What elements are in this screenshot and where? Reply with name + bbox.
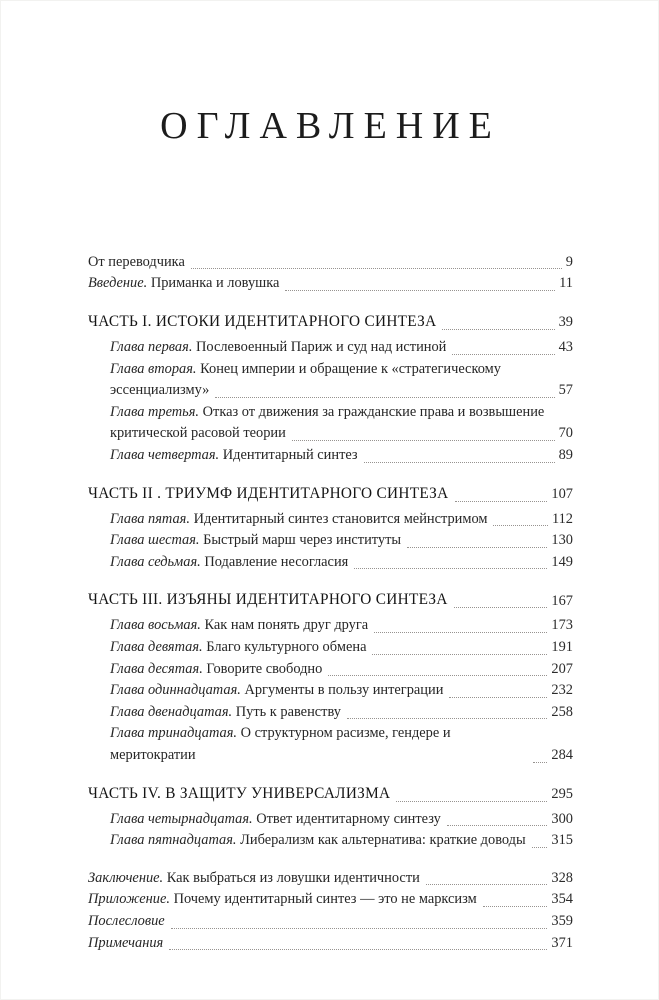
- entry-page: 130: [551, 532, 573, 549]
- entry-page: 284: [551, 746, 573, 763]
- entry-title: Почему идентитарный синтез — это не марксизм: [173, 891, 477, 908]
- toc-part-4: [88, 783, 573, 852]
- toc-entry: [88, 830, 573, 852]
- entry-prefix: Глава третья.: [110, 403, 200, 420]
- page-title: ОГЛАВЛЕНИЕ: [160, 105, 501, 147]
- entry-label: [110, 530, 401, 552]
- entry-title: Идентитарный синтез: [222, 447, 358, 463]
- entry-prefix: Глава девятая.: [110, 638, 203, 655]
- entry-prefix: Глава десятая.: [110, 660, 203, 677]
- dot-leader: [374, 632, 547, 633]
- entry-page: 191: [551, 638, 573, 655]
- entry-page: 354: [551, 891, 573, 908]
- toc-entry: [88, 911, 573, 933]
- entry-prefix: Глава четырнадцатая.: [110, 810, 253, 827]
- part-title: ЧАСТЬ III. ИЗЪЯНЫ ИДЕНТИТАРНОГО СИНТЕЗА: [88, 591, 448, 609]
- toc-part-3: [88, 589, 573, 766]
- toc-backmatter: [88, 868, 573, 954]
- entry-prefix: Глава тринадцатая.: [110, 725, 238, 742]
- dot-leader: [396, 801, 547, 802]
- entry-page: 167: [551, 592, 573, 609]
- dot-leader: [447, 825, 548, 826]
- dot-leader: [483, 906, 548, 907]
- entry-title: Говорите свободно: [206, 660, 323, 677]
- entry-page: 295: [551, 785, 573, 802]
- toc-entry: [88, 809, 573, 831]
- entry-title: Отказ от движения за гражданские права и возвышение: [202, 403, 545, 420]
- entry-label: [110, 615, 368, 637]
- entry-prefix: Глава первая.: [110, 338, 193, 355]
- entry-label: [110, 702, 341, 724]
- dot-leader: [452, 354, 554, 355]
- toc-entry: [88, 868, 573, 890]
- entry-title: Конец империи и обращение к «стратегическому: [200, 360, 501, 377]
- dot-leader: [407, 547, 547, 548]
- entry-page: 359: [551, 912, 573, 929]
- entry-title: Либерализм как альтернатива: краткие доводы: [240, 832, 526, 849]
- entry-label: [88, 868, 420, 890]
- entry-page: 258: [551, 703, 573, 720]
- dot-leader: [364, 462, 555, 463]
- toc-entry: [88, 252, 573, 274]
- entry-page: 328: [551, 869, 573, 886]
- dot-leader: [455, 501, 548, 502]
- dot-leader: [328, 675, 547, 676]
- entry-page: 232: [551, 682, 573, 699]
- entry-prefix: Приложение.: [88, 891, 170, 908]
- entry-title: От переводчика: [88, 253, 185, 270]
- entry-label: [110, 337, 446, 359]
- entry-prefix: Глава одиннадцатая.: [110, 682, 241, 699]
- dot-leader: [449, 697, 547, 698]
- dot-leader: [169, 949, 547, 950]
- entry-page: 57: [558, 382, 573, 399]
- entry-label: [88, 889, 477, 911]
- entry-label: [110, 680, 443, 702]
- entry-page: 9: [565, 253, 573, 270]
- entry-label: [110, 509, 487, 531]
- toc-entry: [88, 659, 573, 681]
- dot-leader: [426, 884, 548, 885]
- part-heading: [88, 483, 573, 506]
- toc-entry-continuation: [88, 380, 573, 402]
- entry-prefix: Глава седьмая.: [110, 553, 201, 570]
- part-title: ЧАСТЬ II . ТРИУМФ ИДЕНТИТАРНОГО СИНТЕЗА: [88, 484, 449, 502]
- toc-entry: [88, 509, 573, 531]
- entry-label: [110, 809, 441, 831]
- toc-part-2: [88, 483, 573, 574]
- part-title: ЧАСТЬ IV. В ЗАЩИТУ УНИВЕРСАЛИЗМА: [88, 784, 391, 802]
- entry-prefix: Послесловие: [88, 912, 165, 929]
- dot-leader: [347, 718, 547, 719]
- entry-title: Подавление несогласия: [204, 553, 349, 570]
- entry-title: Как выбраться из ловушки идентичности: [166, 869, 420, 886]
- toc-entry: [88, 637, 573, 659]
- part-title: ЧАСТЬ I. ИСТОКИ ИДЕНТИТАРНОГО СИНТЕЗА: [88, 313, 437, 331]
- toc-entry: [88, 530, 573, 552]
- entry-label: [110, 359, 501, 381]
- entry-label: [88, 273, 279, 295]
- part-heading: [88, 589, 573, 612]
- dot-leader: [532, 847, 548, 848]
- entry-page: 107: [551, 485, 573, 502]
- dot-leader: [533, 762, 547, 763]
- entry-title: Послевоенный Париж и суд над истиной: [196, 338, 447, 355]
- entry-label: [110, 552, 348, 574]
- entry-title: Идентитарный синтез становится мейнстримом: [193, 510, 488, 527]
- part-heading: [88, 311, 573, 334]
- entry-page: 11: [559, 275, 573, 292]
- toc-entry: [88, 402, 573, 424]
- entry-title: Как нам понять друг друга: [204, 617, 369, 634]
- entry-prefix: Глава пятая.: [110, 510, 190, 527]
- entry-page: 112: [551, 510, 573, 527]
- entry-page: 39: [558, 314, 573, 331]
- entry-page: 207: [551, 660, 573, 677]
- entry-title: О структурном расизме, гендере и меритократии: [110, 725, 451, 763]
- entry-page: 89: [558, 447, 573, 463]
- toc-entry: [88, 273, 573, 295]
- toc-entry: [88, 445, 573, 467]
- table-of-contents: [88, 252, 573, 954]
- toc-entry: [88, 702, 573, 724]
- toc-entry: [88, 359, 573, 381]
- entry-title-line2: эссенциализму»: [110, 382, 210, 399]
- dot-leader: [292, 440, 555, 441]
- entry-prefix: Глава пятнадцатая.: [110, 832, 237, 849]
- dot-leader: [493, 525, 547, 526]
- entry-prefix: Заключение.: [88, 869, 164, 886]
- dot-leader: [171, 928, 548, 929]
- entry-label: [88, 933, 163, 955]
- entry-prefix: Введение.: [88, 275, 148, 292]
- entry-title: Благо культурного обмена: [206, 638, 367, 655]
- entry-page: 70: [558, 425, 573, 442]
- dot-leader: [372, 654, 547, 655]
- toc-entry-continuation: [88, 423, 573, 445]
- entry-title: Приманка и ловушка: [150, 275, 280, 292]
- toc-entry: [88, 889, 573, 911]
- entry-prefix: Глава двенадцатая.: [110, 703, 233, 720]
- entry-label: [110, 402, 544, 424]
- entry-label: [88, 911, 165, 933]
- dot-leader: [442, 329, 554, 330]
- part-heading: [88, 783, 573, 806]
- entry-label: [110, 659, 322, 681]
- entry-page: 43: [558, 338, 573, 355]
- entry-prefix: Глава вторая.: [110, 360, 197, 377]
- entry-label: [88, 252, 185, 274]
- entry-page: 149: [551, 553, 573, 570]
- entry-label: [110, 723, 527, 766]
- dot-leader: [454, 607, 548, 608]
- entry-prefix: Примечания: [88, 934, 164, 951]
- toc-entry: [88, 680, 573, 702]
- toc-part-1: [88, 311, 573, 467]
- entry-page: 300: [551, 810, 573, 827]
- entry-page: 173: [551, 617, 573, 634]
- entry-label: [110, 637, 366, 659]
- entry-prefix: Глава восьмая.: [110, 617, 201, 634]
- entry-title: Путь к равенству: [235, 703, 341, 720]
- entry-prefix: Глава шестая.: [110, 532, 200, 549]
- toc-entry: [88, 552, 573, 574]
- entry-label: [110, 445, 358, 467]
- entry-title: Ответ идентитарному синтезу: [256, 810, 441, 827]
- entry-page: 315: [551, 832, 573, 849]
- dot-leader: [354, 568, 547, 569]
- toc-entry: [88, 933, 573, 955]
- entry-page: 371: [551, 934, 573, 951]
- entry-label: [110, 830, 526, 852]
- entry-title: Быстрый марш через институты: [203, 532, 402, 549]
- entry-prefix: Глава четвертая.: [110, 447, 220, 463]
- toc-entry: [88, 337, 573, 359]
- dot-leader: [285, 290, 555, 291]
- dot-leader: [191, 268, 562, 269]
- entry-title: Аргументы в пользу интеграции: [244, 682, 444, 699]
- entry-title-line2: критической расовой теории: [110, 425, 286, 442]
- toc-entry: [88, 723, 573, 766]
- dot-leader: [215, 397, 554, 398]
- toc-entry: [88, 615, 573, 637]
